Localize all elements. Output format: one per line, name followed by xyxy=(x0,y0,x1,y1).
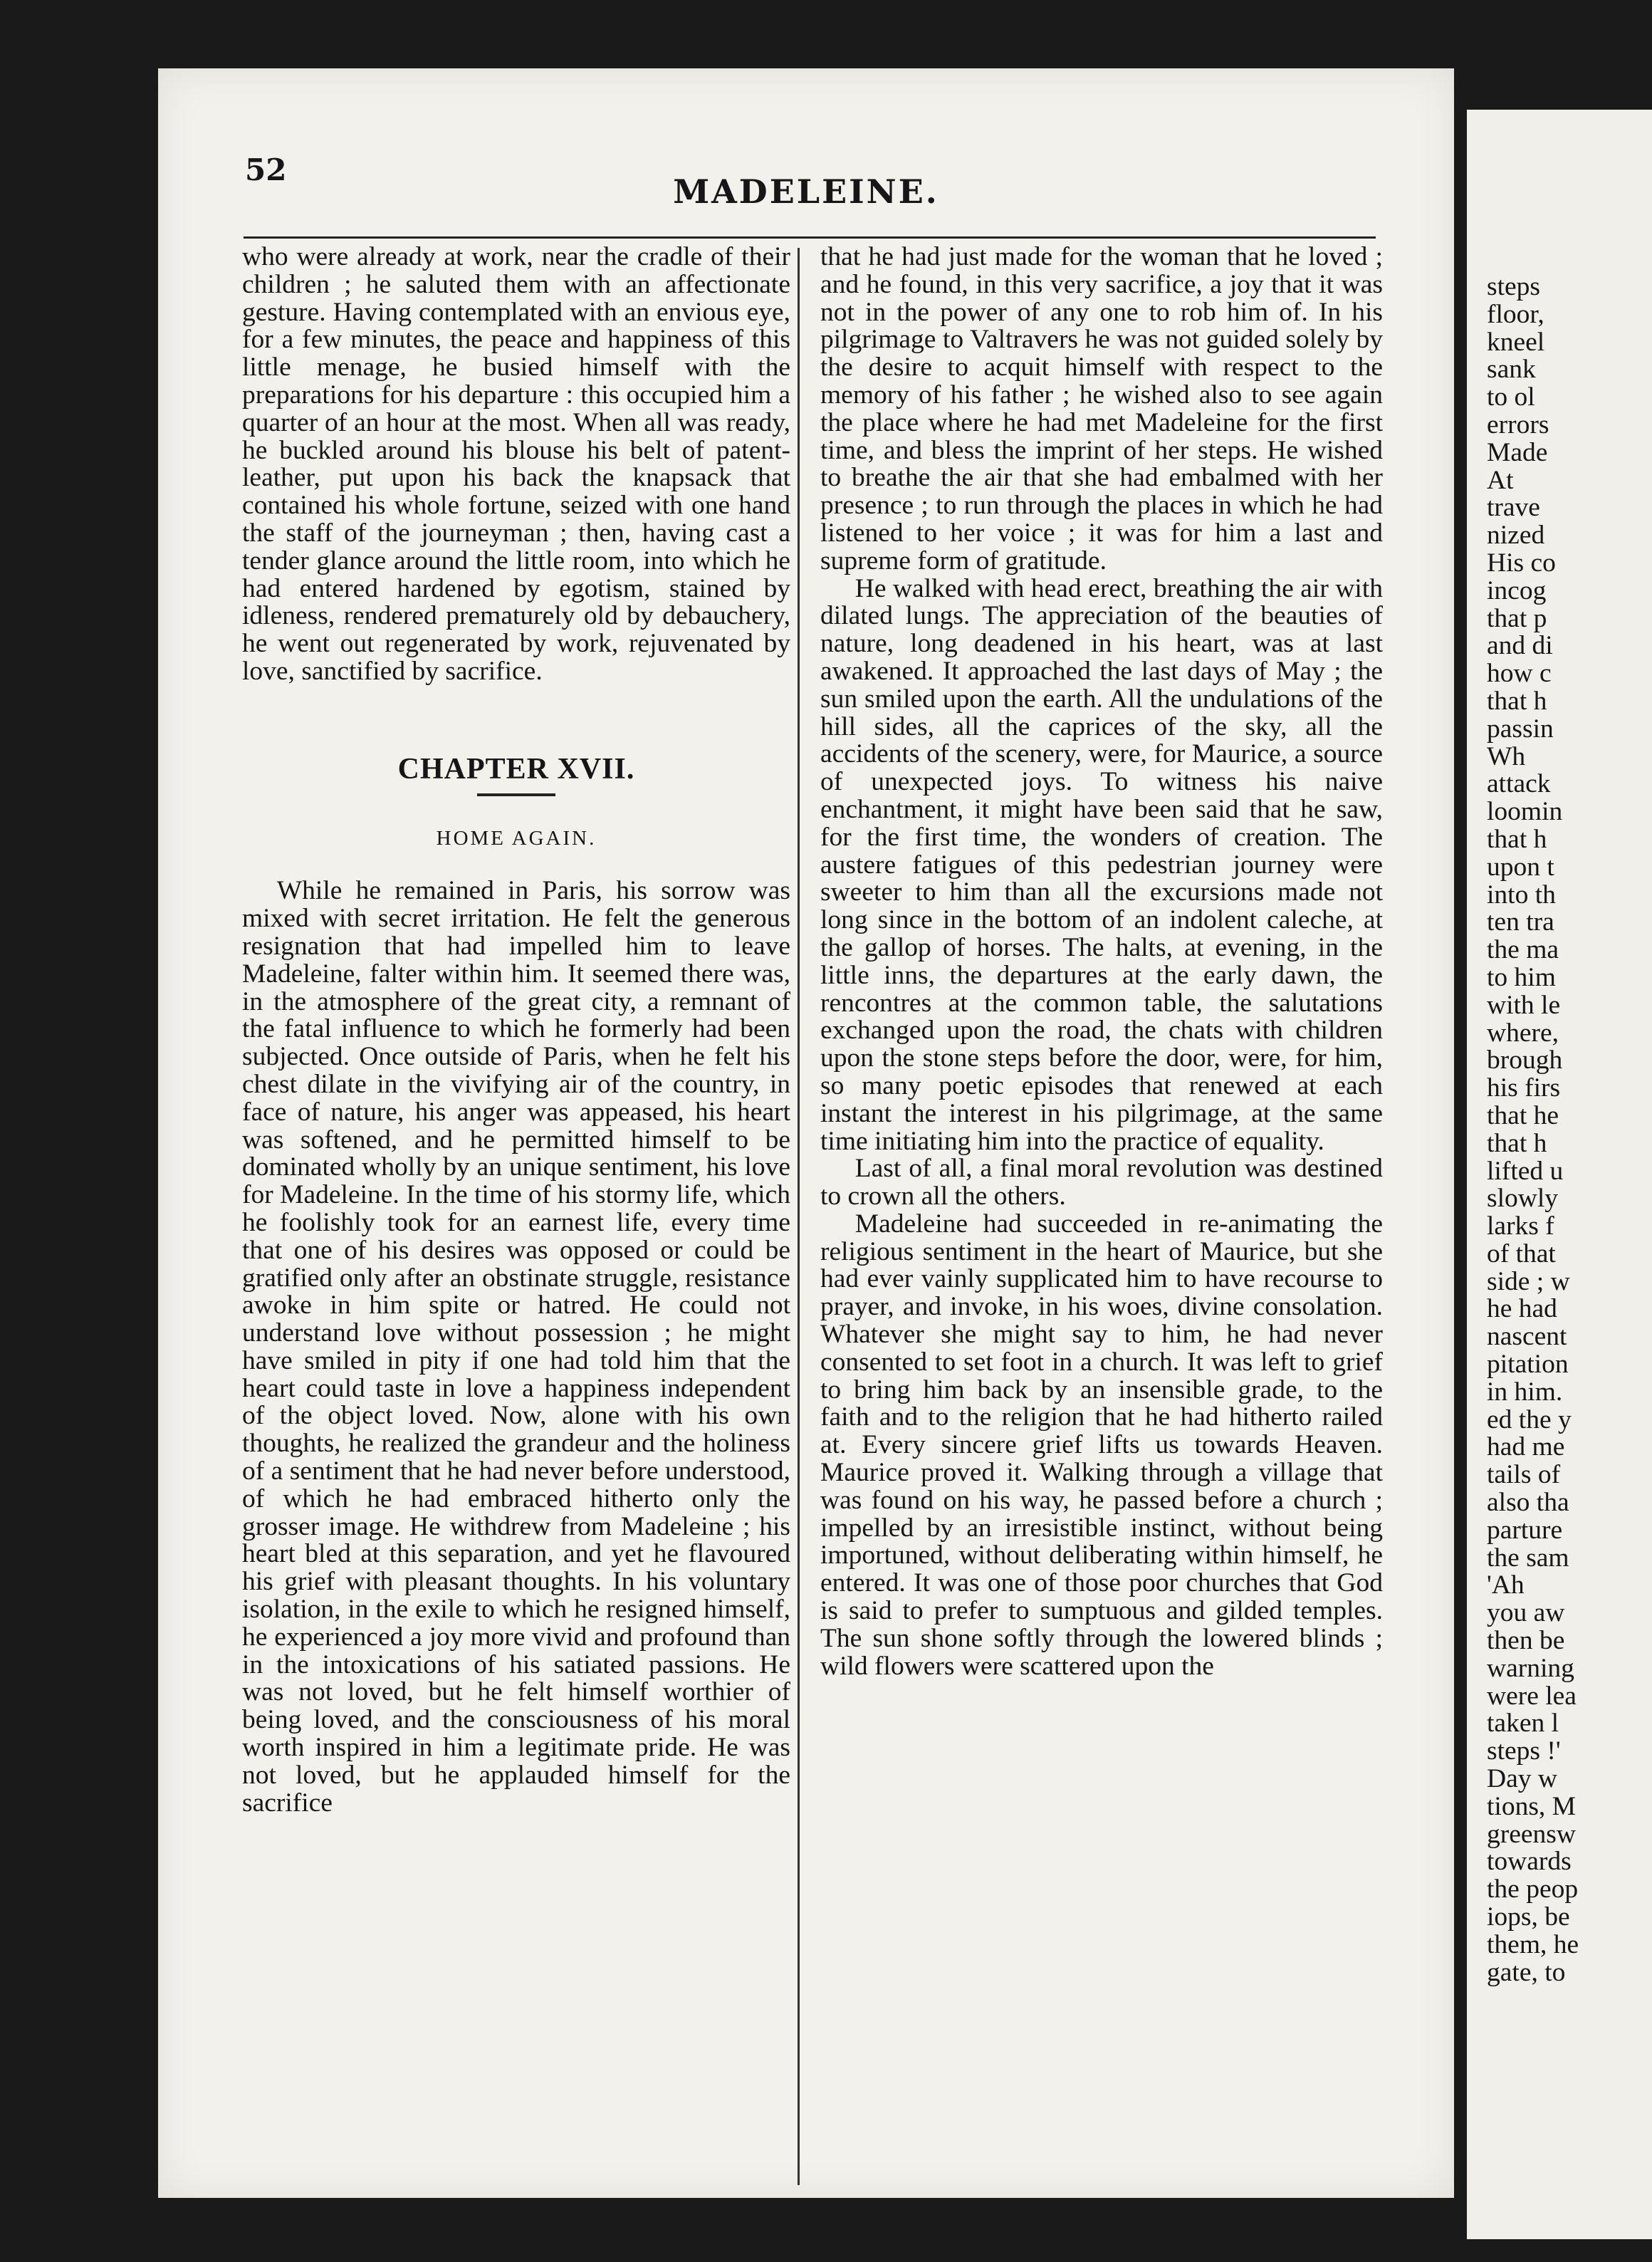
fragment-line: pitation xyxy=(1487,1350,1569,1380)
fragment-line: then be xyxy=(1487,1626,1565,1656)
fragment-line: greensw xyxy=(1487,1819,1576,1849)
fragment-line: in him. xyxy=(1487,1377,1563,1407)
fragment-line: them, he xyxy=(1487,1929,1579,1959)
fragment-line: how c xyxy=(1487,659,1552,689)
header-rule xyxy=(244,236,1376,239)
fragment-line: towards xyxy=(1487,1847,1572,1877)
fragment-line: ed the y xyxy=(1487,1404,1572,1434)
fragment-line: tions, M xyxy=(1487,1791,1577,1821)
fragment-line: were lea xyxy=(1487,1681,1577,1711)
fragment-line: steps !' xyxy=(1487,1736,1561,1766)
fragment-line: you aw xyxy=(1487,1598,1565,1628)
page-number: 52 xyxy=(245,152,287,187)
fragment-line: upon t xyxy=(1487,852,1554,882)
fragment-line: slowly xyxy=(1487,1184,1559,1214)
fragment-line: had me xyxy=(1487,1432,1565,1462)
fragment-line: Made xyxy=(1487,437,1548,467)
fragment-line: with le xyxy=(1487,990,1561,1020)
fragment-line: and di xyxy=(1487,631,1553,661)
fragment-line: to him xyxy=(1487,962,1556,992)
fragment-line: taken l xyxy=(1487,1709,1559,1739)
paragraph: Madeleine had succeeded in re-animating the religious sentiment in the heart of Maurice, but she had ever vainly supplicated him to have recourse to prayer, and invoke, in his woes, divine consolation. Whatever she might say to him, he had never consented to set foot in a church. It was left to grief to bring him back by an insensible grade, to the faith and to the religion that he had hitherto railed at. Every sincere grief lifts us towards Heaven. Maurice proved it. Walking through a village that was found on his way, he passed before a church ; impelled by an irresistible instinct, without being importuned, without deliberating within himself, he entered. It was one of those poor churches that God is said to prefer to sumptuous and gilded temples. The sun shone softly through the lowered blinds ; wild flowers were scattered upon the xyxy=(820,1209,1383,1681)
fragment-line: the peop xyxy=(1487,1875,1579,1904)
fragment-line: lifted u xyxy=(1487,1156,1564,1186)
fragment-line: the ma xyxy=(1487,935,1559,965)
fragment-line: loomin xyxy=(1487,797,1563,827)
fragment-line: to ol xyxy=(1487,382,1535,412)
chapter-rule xyxy=(477,793,555,796)
fragment-line: At xyxy=(1487,465,1514,495)
fragment-line: floor, xyxy=(1487,299,1544,329)
paragraph-continued: that he had just made for the woman that he loved ; and he found, in this very sacrifice, a joy that it was not in the power of any one to rob him of. In his pilgrimage to Valtravers he was not guided solely by the desire to acquit himself with respect to the memory of his father ; he wished also to see again the place where he had met Madeleine for the first time, and bless the imprint of her steps. He wished to breathe the air that she had embalmed with her presence ; to run through the places in which he had listened to her voice ; it was for him a last and supreme form of gratitude. xyxy=(820,242,1383,575)
fragment-line: larks f xyxy=(1487,1211,1554,1241)
fragment-line: Day w xyxy=(1487,1764,1557,1794)
fragment-line: ten tra xyxy=(1487,907,1554,937)
fragment-line: that h xyxy=(1487,686,1547,716)
chapter-subtitle: HOME AGAIN. xyxy=(436,826,597,850)
fragment-line: passin xyxy=(1487,714,1554,744)
right-column xyxy=(820,244,1383,1680)
fragment-line: of that xyxy=(1487,1239,1556,1268)
fragment-line: also tha xyxy=(1487,1488,1569,1518)
paragraph: He walked with head erect, breathing the air with dilated lungs. The appreciation of the beauties of nature, long deadened in his heart, was at last awakened. It approached the last days of May ; the sun smiled upon the earth. All the undulations of the hill sides, all the caprices of the sky, all the accidents of the scenery, were, for Maurice, a source of unexpected joys. To witness his naive enchantment, it might have been said that he saw, for the first time, the wonders of creation. The austere fatigues of this pedestrian journey were sweeter to him than all the excursions made not long since in the bottom of an indolent caleche, at the gallop of horses. The halts, at evening, in the little inns, the departures at the early dawn, the rencontres at the common table, the salutations exchanged upon the road, the chats with children upon the stone steps before the door, were, for him, so many poetic episodes that renewed at each instant the interest in his pilgrimage, at the same time initiating him into the practice of equality. xyxy=(820,573,1383,1156)
fragment-line: incog xyxy=(1487,575,1547,605)
fragment-line: tails of xyxy=(1487,1460,1561,1490)
fragment-line: that p xyxy=(1487,603,1547,633)
fragment-line: His co xyxy=(1487,548,1556,578)
fragment-line: steps xyxy=(1487,272,1540,301)
fragment-line: attack xyxy=(1487,769,1551,799)
fragment-line: parture xyxy=(1487,1515,1563,1545)
running-title: MADELEINE. xyxy=(673,172,939,211)
fragment-line: trave xyxy=(1487,493,1540,523)
book-page xyxy=(158,68,1454,2198)
fragment-line: Wh xyxy=(1487,741,1526,771)
fragment-line: his firs xyxy=(1487,1073,1561,1103)
chapter-title: CHAPTER XVII. xyxy=(397,752,635,786)
fragment-line: nized xyxy=(1487,521,1545,551)
fragment-line: brough xyxy=(1487,1046,1563,1075)
fragment-line: 'Ah xyxy=(1487,1570,1525,1600)
paragraph: Last of all, a final moral revolution was destined to crown all the others. xyxy=(820,1154,1383,1211)
fragment-line: kneel xyxy=(1487,327,1545,357)
fragment-line: the sam xyxy=(1487,1543,1569,1573)
fragment-line: warning xyxy=(1487,1653,1574,1683)
fragment-line: gate, to xyxy=(1487,1957,1566,1987)
fragment-line: that h xyxy=(1487,824,1547,854)
left-column xyxy=(242,244,790,1817)
fragment-line: that h xyxy=(1487,1128,1547,1158)
fragment-line: sank xyxy=(1487,355,1536,385)
fragment-line: where, xyxy=(1487,1018,1559,1048)
fragment-line: into th xyxy=(1487,880,1556,910)
adjacent-page-fragment xyxy=(1467,110,1652,2239)
fragment-line: he had xyxy=(1487,1294,1557,1324)
fragment-line: side ; w xyxy=(1487,1266,1570,1296)
fragment-line: nascent xyxy=(1487,1322,1567,1352)
column-divider xyxy=(798,248,800,2185)
paragraph: While he remained in Paris, his sorrow was mixed with secret irritation. He felt the generous resignation that had impelled him to leave Madeleine, falter within him. It seemed there was, in the atmosphere of the great city, a remnant of the fatal influence to which he formerly had been subjected. Once outside of Paris, when he felt his chest dilate in the vivifying air of the country, in face of nature, his anger was appeased, his heart was softened, and he permitted himself to be dominated wholly by an unique sentiment, his love for Madeleine. In the time of his stormy life, which he foolishly took for an earnest life, every time that one of his desires was opposed or could be gratified only after an obstinate struggle, resistance awoke in him spite or hatred. He could not understand love without possession ; he might have smiled in pity if one had told him that the heart could taste in love a happiness independent of the object loved. Now, alone with his own thoughts, he realized the grandeur and the holiness of a sentiment that he had never before understood, of which he had embraced hitherto only the grosser image. He withdrew from Madeleine ; his heart bled at this separation, and yet he flavoured his grief with pleasant thoughts. In his voluntary isolation, in the exile to which he resigned himself, he experienced a joy more vivid and profound than in the intoxications of his satiated passions. He was not loved, but he felt himself worthier of being loved, and the consciousness of his moral worth inspired in him a legitimate pride. He was not loved, but he applauded himself for the sacrifice xyxy=(242,876,790,1818)
fragment-line: that he xyxy=(1487,1100,1559,1130)
paragraph-opening: who were already at work, near the cradle of their children ; he saluted them with an affectionate gesture. Having contemplated with an envious eye, for a few minutes, the peace and happiness of this little menage, he busied himself with the preparations for his departure : this occupied him a quarter of an hour at the most. When all was ready, he buckled around his blouse his belt of patent-leather, put upon his back the knapsack that contained his whole fortune, seized with one hand the staff of the journeyman ; then, having cast a tender glance around the little room, into which he had entered hardened by egotism, stained by idleness, rendered prematurely old by debauchery, he went out regenerated by work, rejuvenated by love, sanctified by sacrifice. xyxy=(242,242,790,686)
fragment-line: errors xyxy=(1487,410,1549,439)
next-page-column-fragment xyxy=(1487,273,1652,1986)
fragment-line: iops, be xyxy=(1487,1902,1570,1932)
